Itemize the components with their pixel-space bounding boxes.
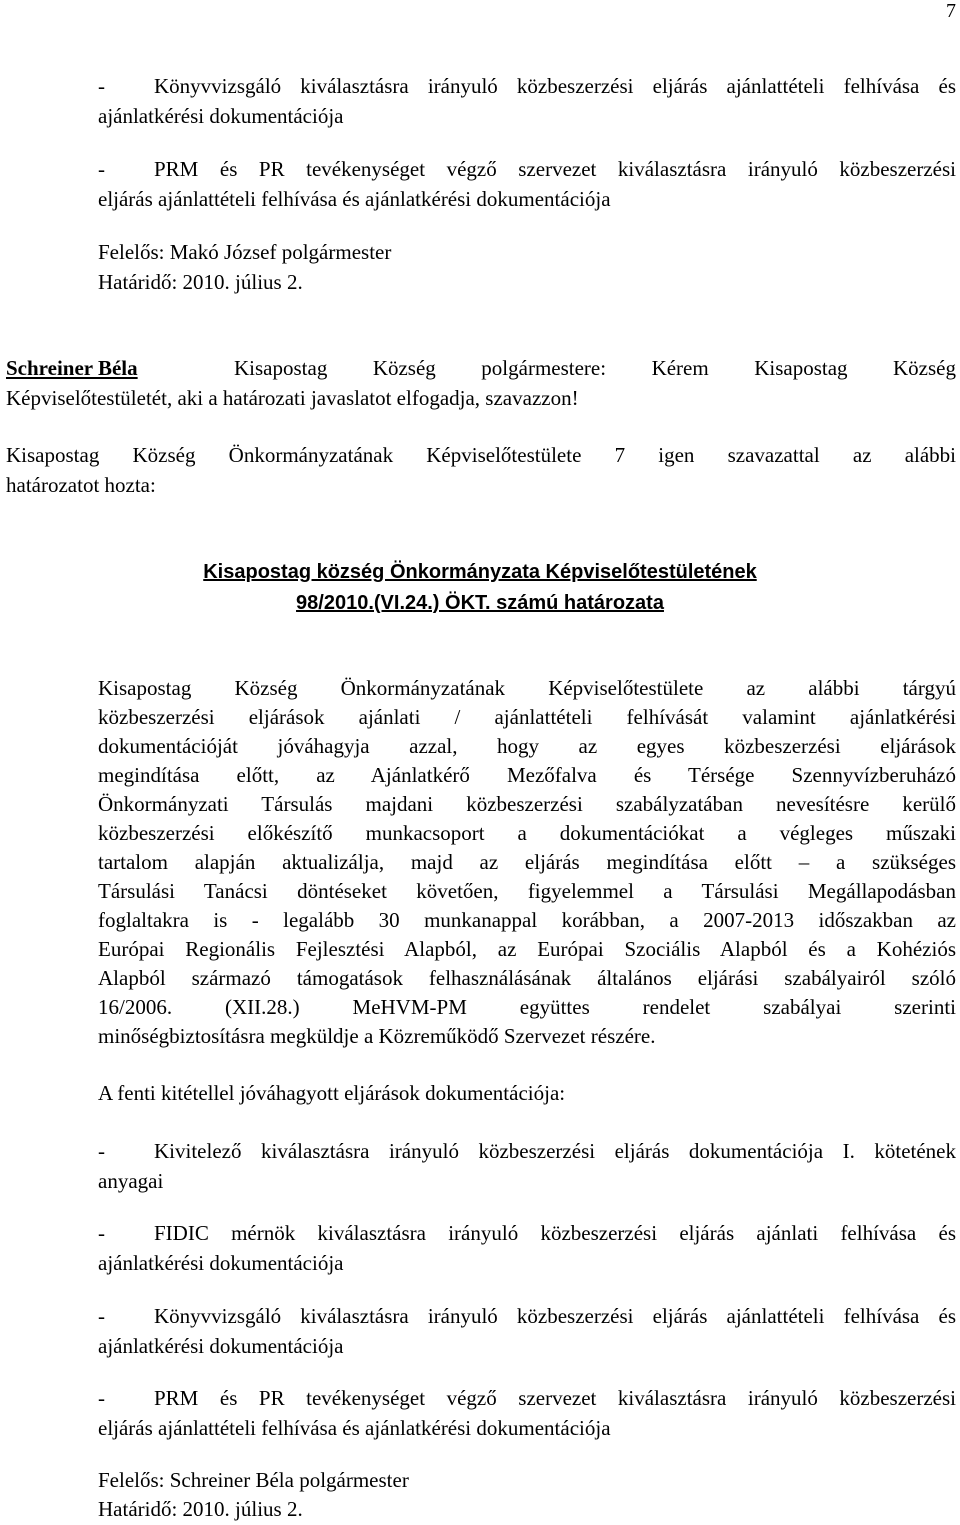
list-item-text: Könyvvizsgáló kiválasztásra irányuló közbeszerzési eljárás ajánlattételi felhívása és — [154, 74, 956, 98]
list-item-second-line: ajánlatkérési dokumentációja — [98, 104, 344, 128]
list-item — [98, 1302, 956, 1362]
resolution-line: megindítása előtt, az Ajánlatkérő Mezőfalva és Térsége Szennyvízberuházó — [98, 763, 956, 787]
resolution-line: tartalom alapján aktualizálja, majd az eljárás megindítása előtt – a szükséges — [98, 850, 956, 874]
list-item-text: Kivitelező kiválasztásra irányuló közbeszerzési eljárás dokumentációja I. kötetének — [154, 1139, 956, 1163]
list-item-second-line: ajánlatkérési dokumentációja — [98, 1334, 344, 1358]
list-item-second-line: eljárás ajánlattételi felhívása és ajánlatkérési dokumentációja — [98, 187, 611, 211]
list-item — [98, 1137, 956, 1197]
list-item — [98, 1384, 956, 1444]
resolution-line: Európai Regionális Fejlesztési Alapból, az Európai Szociális Alapból és a Kohéziós — [98, 937, 956, 961]
list-item-text: PRM és PR tevékenységet végző szervezet kiválasztásra irányuló közbeszerzési — [154, 1386, 956, 1410]
list-item — [98, 1219, 956, 1279]
list-dash: - — [98, 1386, 105, 1410]
vote-text: Kisapostag Község Önkormányzatának Képviselőtestülete 7 igen szavazattal az alábbi — [6, 443, 956, 467]
deadline: Határidő: 2010. július 2. — [98, 1497, 303, 1521]
list-item-first-line — [98, 72, 956, 100]
list-dash: - — [98, 157, 105, 181]
vote-paragraph — [6, 441, 956, 501]
deadline: Határidő: 2010. július 2. — [98, 270, 303, 294]
list-item-text: Könyvvizsgáló kiválasztásra irányuló közbeszerzési eljárás ajánlattételi felhívása és — [154, 1304, 956, 1328]
list-item-first-line — [98, 155, 956, 183]
list-item — [98, 155, 956, 215]
list-dash: - — [98, 1221, 105, 1245]
resolution-line: 16/2006. (XII.28.) MeHVM-PM együttes rendelet szabályai szerinti — [98, 995, 956, 1019]
list-item — [98, 72, 956, 132]
speaker-text-line2: Képviselőtestületét, aki a határozati javaslatot elfogadja, szavazzon! — [6, 386, 579, 410]
resolution-line: Társulási Tanácsi döntéseket követően, figyelemmel a Társulási Megállapodásban — [98, 879, 956, 903]
list-item-second-line: anyagai — [98, 1169, 164, 1193]
resolution-line: Kisapostag Község Önkormányzatának Képviselőtestülete az alábbi tárgyú — [98, 676, 956, 700]
vote-text-line2: határozatot hozta: — [6, 473, 156, 497]
resolution-line: dokumentációját jóváhagyja azzal, hogy az egyes közbeszerzési eljárások — [98, 734, 956, 758]
resolution-number: 98/2010.(VI.24.) ÖKT. számú határozata — [296, 592, 664, 614]
resolution-line: közbeszerzési eljárások ajánlati / ajánlattételi felhívását valamint ajánlatkérési — [98, 705, 956, 729]
speaker-text: Kisapostag Község polgármestere: Kérem Kisapostag Község — [234, 356, 956, 380]
page-number: 7 — [946, 0, 956, 22]
list-item-first-line — [98, 1384, 956, 1412]
resolution-line: minőségbiztosításra megküldje a Közreműködő Szervezet részére. — [98, 1024, 656, 1048]
list-item-second-line: eljárás ajánlattételi felhívása és ajánlatkérési dokumentációja — [98, 1416, 611, 1440]
resolution-title: Kisapostag község Önkormányzata Képviselőtestületének — [203, 561, 757, 583]
list-item-second-line: ajánlatkérési dokumentációja — [98, 1251, 344, 1275]
approved-intro: A fenti kitétellel jóváhagyott eljárások dokumentációja: — [98, 1081, 566, 1105]
speaker-name: Schreiner Béla — [6, 356, 138, 380]
resolution-line: Alapból származó támogatások felhasználásának általános eljárási szabályairól szóló — [98, 966, 956, 990]
resolution-line: foglaltakra is - legalább 30 munkanappal korábban, a 2007-2013 időszakban az — [98, 908, 956, 932]
resolution-body — [98, 674, 956, 1064]
list-item-first-line — [98, 1302, 956, 1330]
list-item-text: PRM és PR tevékenységet végző szervezet kiválasztásra irányuló közbeszerzési — [154, 157, 956, 181]
speaker-paragraph — [6, 354, 956, 414]
list-dash: - — [98, 74, 105, 98]
list-item-first-line — [98, 1137, 956, 1165]
list-item-first-line — [98, 1219, 956, 1247]
responsible-person: Felelős: Schreiner Béla polgármester — [98, 1468, 409, 1492]
responsible-person: Felelős: Makó József polgármester — [98, 240, 392, 264]
list-dash: - — [98, 1304, 105, 1328]
list-dash: - — [98, 1139, 105, 1163]
resolution-line: Önkormányzati Társulás majdani közbeszerzési szabályzatában nevesítésre kerülő — [98, 792, 956, 816]
resolution-line: közbeszerzési előkészítő munkacsoport a dokumentációkat a végleges műszaki — [98, 821, 956, 845]
list-item-text: FIDIC mérnök kiválasztásra irányuló közbeszerzési eljárás ajánlati felhívása és — [154, 1221, 956, 1245]
